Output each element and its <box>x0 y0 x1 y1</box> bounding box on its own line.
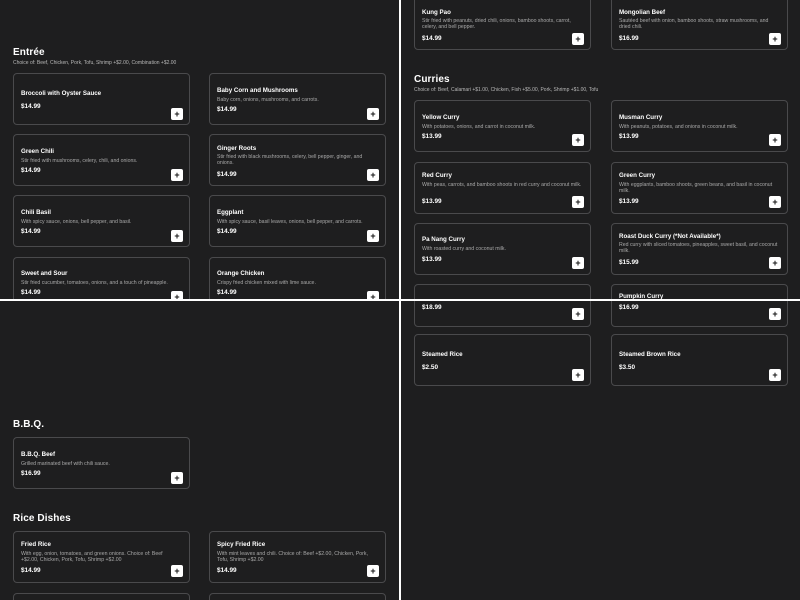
item-price: $14.99 <box>217 171 237 178</box>
section-subtitle-entree: Choice of: Beef, Chicken, Pork, Tofu, Shrimp +$2.00, Combination +$2.00 <box>13 60 177 66</box>
item-name: Kung Pao <box>422 9 451 16</box>
item-price: $16.99 <box>21 470 41 477</box>
item-price: $14.99 <box>21 567 41 574</box>
item-name: Chili Basil <box>21 209 51 216</box>
item-price: $16.99 <box>619 304 639 311</box>
menu-item-card[interactable] <box>13 134 190 186</box>
item-price: $14.99 <box>217 228 237 235</box>
item-description: With spicy sauce, basil leaves, onions, bell pepper, and carrots. <box>217 219 363 225</box>
menu-item-card[interactable] <box>414 223 591 275</box>
menu-item-card[interactable] <box>611 100 788 152</box>
add-to-cart-button[interactable]: + <box>367 291 379 299</box>
item-name: Yellow Curry <box>422 114 460 121</box>
add-to-cart-button[interactable]: + <box>171 230 183 242</box>
item-description: With eggplants, bamboo shoots, green beans, and basil in coconut milk. <box>619 182 773 195</box>
add-to-cart-button[interactable]: + <box>367 108 379 120</box>
add-to-cart-button[interactable]: + <box>367 230 379 242</box>
section-title-bbq: B.B.Q. <box>13 419 45 430</box>
add-to-cart-button[interactable]: + <box>367 565 379 577</box>
add-to-cart-button[interactable]: + <box>171 108 183 120</box>
item-description: Grilled marinated beef with chili sauce. <box>21 461 110 467</box>
item-price: $14.99 <box>21 289 41 296</box>
item-name: Fried Rice <box>21 541 51 548</box>
item-name: Mongolian Beef <box>619 9 666 16</box>
item-name: Baby Corn and Mushrooms <box>217 87 298 94</box>
add-to-cart-button[interactable]: + <box>367 169 379 181</box>
menu-item-card[interactable] <box>13 593 190 600</box>
item-description: Baby corn, onions, mushrooms, and carrots. <box>217 97 319 103</box>
item-name: Red Curry <box>422 172 452 179</box>
item-name: Musman Curry <box>619 114 663 121</box>
menu-item-card[interactable] <box>611 284 788 299</box>
menu-item-card[interactable] <box>13 195 190 247</box>
item-name: Pa Nang Curry <box>422 236 465 243</box>
item-name: Spicy Fried Rice <box>217 541 266 548</box>
item-price: $13.99 <box>422 133 442 140</box>
item-price: $14.99 <box>21 103 41 110</box>
item-price: $13.99 <box>619 198 639 205</box>
item-name: Green Chili <box>21 148 55 155</box>
menu-item-card[interactable] <box>414 100 591 152</box>
item-description: Stir fried with black mushrooms, celery, bell pepper, ginger, and onions. <box>217 154 363 167</box>
item-name: Steamed Rice <box>422 351 463 358</box>
menu-item-card[interactable] <box>414 334 591 386</box>
menu-item-card[interactable] <box>611 0 788 50</box>
section-title-rice-dishes: Rice Dishes <box>13 513 71 524</box>
menu-item-card[interactable] <box>209 593 386 600</box>
item-description: Stir fried cucumber, tomatoes, onions, and a touch of pineapple. <box>21 280 168 286</box>
menu-panel-sides <box>401 301 800 600</box>
item-description: With potatoes, onions, and carrot in coconut milk. <box>422 124 536 130</box>
add-to-cart-button[interactable]: + <box>572 308 584 320</box>
add-to-cart-button[interactable]: + <box>171 472 183 484</box>
menu-item-card[interactable] <box>611 223 788 275</box>
item-name: Green Curry <box>619 172 656 179</box>
item-name: Roast Duck Curry (*Not Available*) <box>619 233 721 240</box>
add-to-cart-button[interactable]: + <box>171 565 183 577</box>
item-price: $2.50 <box>422 364 438 371</box>
item-description: Red curry with sliced tomatoes, pineapples, sweet basil, and coconut milk. <box>619 242 778 255</box>
item-price: $14.99 <box>21 228 41 235</box>
item-price: $14.99 <box>422 35 442 42</box>
item-description: Stir fried with mushrooms, celery, chili, and onions. <box>21 158 138 164</box>
item-description: With roasted curry and coconut milk. <box>422 246 506 252</box>
menu-item-card[interactable] <box>414 301 591 327</box>
add-to-cart-button[interactable]: + <box>769 369 781 381</box>
menu-item-card[interactable] <box>209 73 386 125</box>
item-price: $14.99 <box>21 167 41 174</box>
item-price: $14.99 <box>217 289 237 296</box>
item-description: Stir fried with peanuts, dried chili, onions, bamboo shoots, carrot, celery, and bell pepper. <box>422 18 571 31</box>
add-to-cart-button[interactable]: + <box>769 196 781 208</box>
menu-item-card[interactable] <box>13 257 190 299</box>
menu-item-card[interactable] <box>13 531 190 583</box>
item-description: Sautéed beef with onion, bamboo shoots, straw mushrooms, and dried chili. <box>619 18 769 31</box>
item-description: With spicy sauce, onions, bell pepper, and basil. <box>21 219 132 225</box>
section-title-entree: Entrée <box>13 47 45 58</box>
add-to-cart-button[interactable]: + <box>769 134 781 146</box>
add-to-cart-button[interactable]: + <box>572 369 584 381</box>
item-price: $13.99 <box>422 198 442 205</box>
item-name: Orange Chicken <box>217 270 265 277</box>
item-name: Ginger Roots <box>217 145 257 152</box>
item-name: Sweet and Sour <box>21 270 68 277</box>
item-price: $15.99 <box>619 259 639 266</box>
add-to-cart-button[interactable]: + <box>769 257 781 269</box>
menu-item-card[interactable] <box>209 195 386 247</box>
item-description: With mint leaves and chili. Choice of: Beef +$2.00, Chicken, Pork, Tofu, Shrimp +$2.00 <box>217 551 368 564</box>
add-to-cart-button[interactable]: + <box>572 257 584 269</box>
menu-item-card[interactable] <box>209 531 386 583</box>
menu-item-card[interactable] <box>414 162 591 214</box>
item-price: $14.99 <box>217 106 237 113</box>
item-price: $16.99 <box>619 35 639 42</box>
menu-item-card[interactable] <box>13 437 190 489</box>
menu-item-card[interactable] <box>13 73 190 125</box>
item-name: Steamed Brown Rice <box>619 351 681 358</box>
section-title-curries: Curries <box>414 74 450 85</box>
menu-item-card[interactable] <box>611 301 788 327</box>
add-to-cart-button[interactable]: + <box>572 196 584 208</box>
menu-item-card[interactable] <box>414 284 591 299</box>
item-description: With peanuts, potatoes, and onions in coconut milk. <box>619 124 738 130</box>
section-subtitle-curries: Choice of: Beef, Calamari +$1.00, Chicken, Fish +$5.00, Pork, Shrimp +$1.00, Tofu <box>414 87 599 93</box>
item-price: $13.99 <box>619 133 639 140</box>
menu-panel-entree <box>0 0 399 299</box>
item-price: $18.99 <box>422 304 442 311</box>
add-to-cart-button[interactable]: + <box>572 33 584 45</box>
item-description: Crispy fried chicken mixed with lime sauce. <box>217 280 316 286</box>
item-name: Eggplant <box>217 209 244 216</box>
item-name: Broccoli with Oyster Sauce <box>21 90 102 97</box>
menu-panel-curries <box>401 0 800 299</box>
add-to-cart-button[interactable]: + <box>572 134 584 146</box>
menu-item-card[interactable] <box>611 162 788 214</box>
menu-item-card[interactable] <box>209 134 386 186</box>
menu-item-card[interactable] <box>414 0 591 50</box>
add-to-cart-button[interactable]: + <box>171 169 183 181</box>
menu-item-card[interactable] <box>611 334 788 386</box>
add-to-cart-button[interactable]: + <box>769 308 781 320</box>
menu-item-card[interactable] <box>209 257 386 299</box>
item-price: $14.99 <box>217 567 237 574</box>
item-name: B.B.Q. Beef <box>21 451 56 458</box>
add-to-cart-button[interactable]: + <box>171 291 183 299</box>
item-description: With egg, onion, tomatoes, and green onions. Choice of: Beef +$2.00, Chicken, Pork, Tofu, Shrimp +$2.00 <box>21 551 163 564</box>
add-to-cart-button[interactable]: + <box>769 33 781 45</box>
item-price: $13.99 <box>422 256 442 263</box>
item-name: Pumpkin Curry <box>619 293 664 299</box>
item-price: $3.50 <box>619 364 635 371</box>
item-description: With peas, carrots, and bamboo shoots in red curry and coconut milk. <box>422 182 582 188</box>
menu-panel-bbq-rice <box>0 301 399 600</box>
